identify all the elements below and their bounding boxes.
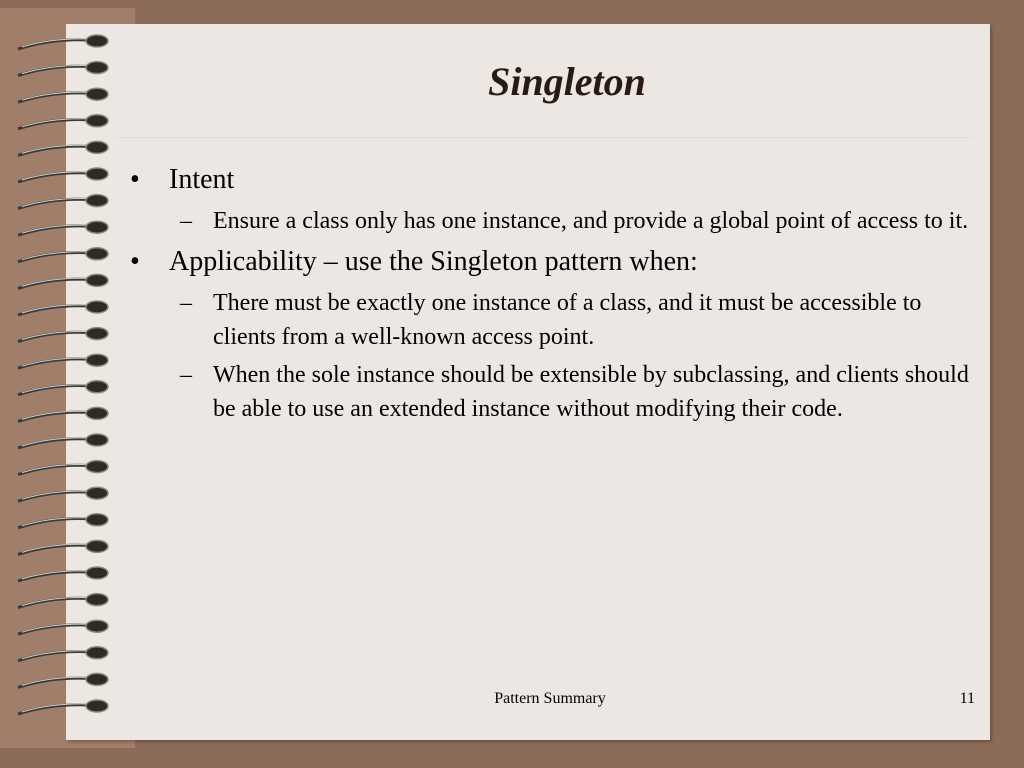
bullet-text: Intent xyxy=(169,164,235,195)
binding-hole xyxy=(86,673,108,685)
binding-wire xyxy=(18,439,90,448)
binding-wire xyxy=(18,705,90,714)
binding-hole xyxy=(86,274,108,286)
sub-bullet-item xyxy=(130,358,980,426)
spiral-binding-icon xyxy=(12,28,122,748)
binding-hole xyxy=(86,141,108,153)
slide-title: Singleton xyxy=(488,59,646,104)
binding-hole xyxy=(86,434,108,446)
bullet-item xyxy=(130,242,980,282)
binding-hole xyxy=(86,540,108,552)
binding-hole xyxy=(86,115,108,127)
binding-hole xyxy=(86,487,108,499)
bullet-text: Applicability – use the Singleton pattern when: xyxy=(169,246,698,277)
sub-bullet-marker: – xyxy=(180,362,192,388)
binding-wire xyxy=(18,93,90,102)
binding-hole xyxy=(86,168,108,180)
binding-wire xyxy=(18,518,90,527)
bullet-marker: • xyxy=(130,246,140,277)
binding-hole xyxy=(86,620,108,632)
binding-wire xyxy=(18,279,90,288)
binding-wire xyxy=(18,465,90,474)
binding-hole xyxy=(86,248,108,260)
binding-hole xyxy=(86,35,108,47)
sub-bullet-item xyxy=(130,286,980,354)
binding-wire xyxy=(18,199,90,208)
sub-bullet-marker: – xyxy=(180,290,192,316)
binding-wire xyxy=(18,252,90,261)
binding-wire xyxy=(18,146,90,155)
binding-hole xyxy=(86,301,108,313)
title-divider xyxy=(115,137,973,138)
binding-wire xyxy=(18,66,90,75)
bullet-item xyxy=(130,160,980,200)
footer-title: Pattern Summary xyxy=(494,690,606,707)
binding-hole xyxy=(86,647,108,659)
binding-wire xyxy=(18,492,90,501)
binding-hole xyxy=(86,700,108,712)
binding-wire xyxy=(18,598,90,607)
binding-wire xyxy=(18,359,90,368)
sub-bullet-text: When the sole instance should be extensible by subclassing, and clients should be able to use an extended instance without modifying their code. xyxy=(213,362,969,422)
sub-bullet-text: There must be exactly one instance of a class, and it must be accessible to clients from a well-known access point. xyxy=(213,290,922,350)
binding-wire xyxy=(18,40,90,49)
binding-hole xyxy=(86,354,108,366)
sub-bullet-item xyxy=(130,204,980,238)
binding-hole xyxy=(86,381,108,393)
binding-hole xyxy=(86,88,108,100)
binding-wire xyxy=(18,385,90,394)
binding-hole xyxy=(86,567,108,579)
binding-wire xyxy=(18,678,90,687)
binding-wire xyxy=(18,306,90,315)
slide-body xyxy=(130,160,980,430)
binding-wire xyxy=(18,332,90,341)
binding-wire xyxy=(18,625,90,634)
binding-hole xyxy=(86,461,108,473)
binding-wire xyxy=(18,119,90,128)
binding-hole xyxy=(86,594,108,606)
page-number: 11 xyxy=(959,690,975,707)
bullet-marker: • xyxy=(130,164,140,195)
binding-wire xyxy=(18,545,90,554)
binding-hole xyxy=(86,62,108,74)
binding-hole xyxy=(86,328,108,340)
binding-wire xyxy=(18,651,90,660)
binding-hole xyxy=(86,514,108,526)
binding-wire xyxy=(18,173,90,182)
binding-wire xyxy=(18,226,90,235)
sub-bullet-marker: – xyxy=(180,208,192,234)
binding-hole xyxy=(86,407,108,419)
binding-hole xyxy=(86,221,108,233)
binding-hole xyxy=(86,195,108,207)
sub-bullet-text: Ensure a class only has one instance, and provide a global point of access to it. xyxy=(213,208,969,234)
binding-wire xyxy=(18,572,90,581)
binding-wire xyxy=(18,412,90,421)
